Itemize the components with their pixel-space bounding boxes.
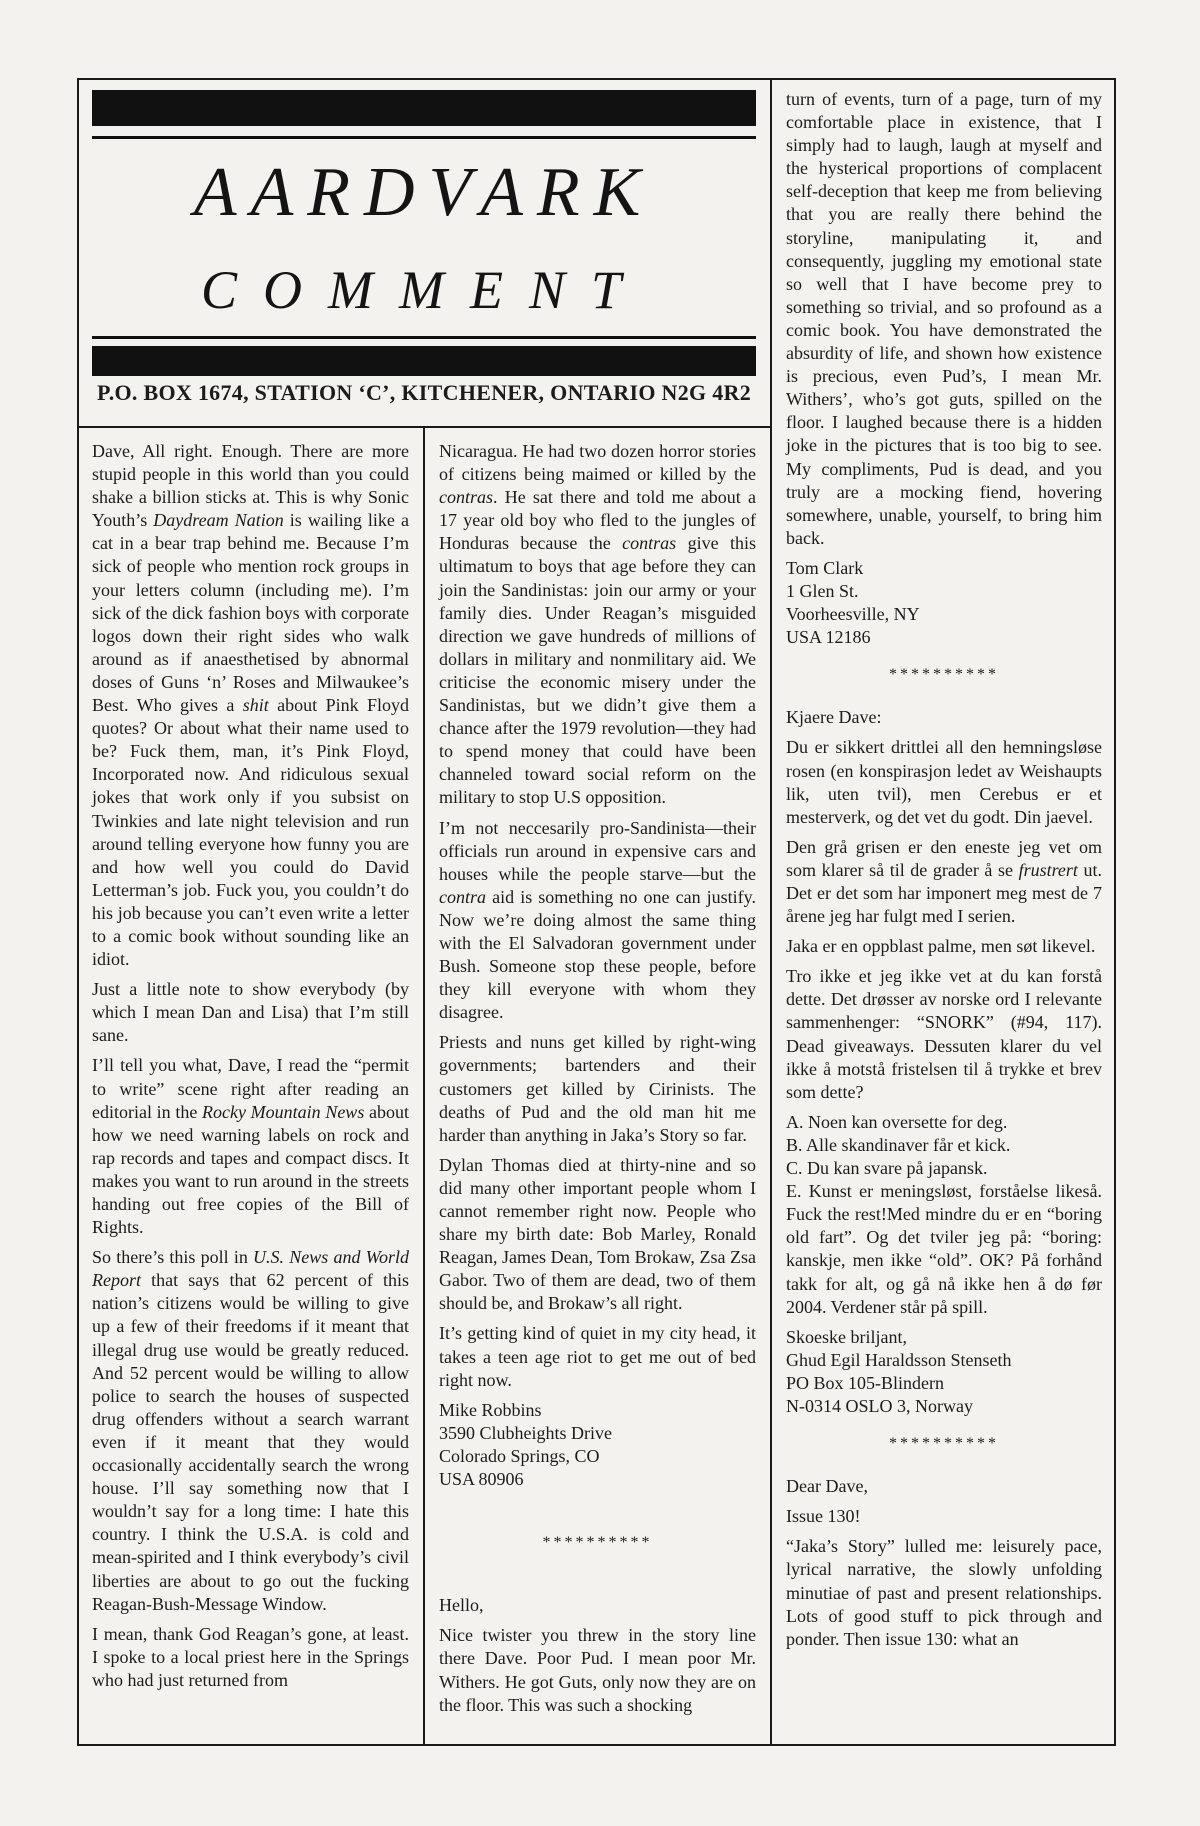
- letter1-paragraph: I’m not neccesarily pro-Sandinista—their officials run around in expensive cars and houses while the people starve—but the contra aid is something no one can justify. Now we’re doing almost the same thing with the El Salvadoran government under Bush. Someone stop these people, before they kill everyone with whom they disagree.: [439, 817, 756, 1023]
- letter3-signature: Skoeske briljant, Ghud Egil Haraldsson Stenseth PO Box 105-Blindern N-0314 OSLO 3, Norway: [786, 1326, 1012, 1416]
- letter1-paragraph: Priests and nuns get killed by right-wing governments; bartenders and their customers get killed by Cirinists. The deaths of Pud and the old man hit me harder than anything in Jaka’s Story so far.: [439, 1032, 756, 1145]
- list-item: C. Du kan svare på japansk.: [786, 1158, 988, 1179]
- column-right: [786, 88, 1102, 1651]
- letter3-greeting: Kjaere Dave:: [786, 707, 882, 728]
- letter1-paragraph: Dylan Thomas died at thirty-nine and so did many other important people whom I cannot remember right now. People who share my birth date: Bob Marley, Ronald Reagan, James Dean, Tom Brokaw, Zsa Zsa Gabor. Two of them are dead, two of them should be, and Brokaw’s all right.: [439, 1154, 756, 1314]
- letter1-paragraph: I’ll tell you what, Dave, I read the “permit to write” scene right after reading an editorial in the Rocky Mountain News about how we need warning labels on rock and rap records and tapes and compact discs. It makes you want to run around in the streets handing out free copies of the Bill of Rights.: [92, 1055, 409, 1238]
- letter2-signature: Tom Clark 1 Glen St. Voorheesville, NY USA 12186: [786, 557, 920, 648]
- section-divider-stars: **********: [889, 666, 999, 684]
- letter1-paragraph: Just a little note to show everybody (by which I mean Dan and Lisa) that I’m still sane.: [92, 979, 409, 1046]
- section-divider-stars: **********: [889, 1435, 999, 1453]
- column-divider-middle: [423, 428, 425, 1746]
- letter1-paragraph: So there’s this poll in U.S. News and World Report that says that 62 percent of this nation’s citizens would be willing to give up a few of their freedoms if it meant that illegal drug use would be greatly reduced. And 52 percent would be willing to allow police to search the houses of suspected drug offenders without a search warrant even if it meant that they would occasionally accidentally search the wrong house. I’ll say something now that I wouldn’t say for a long time: I hate this country. I think the U.S.A. is cold and mean-spirited and I think everybody’s civil liberties are about to go out the fucking Reagan-Bush-Message Window.: [92, 1247, 409, 1614]
- column-divider-right: [770, 78, 772, 1746]
- letter1-signature: Mike Robbins 3590 Clubheights Drive Colorado Springs, CO USA 80906: [439, 1399, 612, 1490]
- letter2-paragraph: Nice twister you threw in the story line there Dave. Poor Pud. I mean poor Mr. Withers. He got Guts, only now they are on the floor. This was such a shocking: [439, 1625, 756, 1715]
- letter4-paragraph: “Jaka’s Story” lulled me: leisurely pace, lyrical narrative, the slowly unfolding minutiae of past and present relationships. Lots of good stuff to pick through and ponder. Then issue 130: what an: [786, 1536, 1102, 1649]
- letter2-greeting: Hello,: [439, 1595, 484, 1616]
- letter3-paragraph: E. Kunst er meningsløst, forståelse likeså. Fuck the rest!Med mindre du er en “boring old fart”. Og det tviler jeg på: “boring: kanskje, men ikke “old”. OK? På forhånd takk for alt, og gå nå ikke hen å dø før 2004. Verdener står på spill.: [786, 1181, 1102, 1317]
- list-item: A. Noen kan oversette for deg.: [786, 1111, 1008, 1132]
- section-divider-stars: **********: [542, 1534, 653, 1552]
- list-item: B. Alle skandinaver får et kick.: [786, 1134, 1011, 1155]
- masthead-title-comment: COMMENT: [200, 260, 647, 320]
- letter1-paragraph: Dave, All right. Enough. There are more stupid people in this world than you could shake a billion sticks at. This is why Sonic Youth’s Daydream Nation is wailing like a cat in a bear trap behind me. Because I’m sick of people who mention rock groups in your letters column (including me). I’m sick of the dick fashion boys with corporate logos down their right sides who walk around as if anaesthetised by abnormal doses of Guns ‘n’ Roses and Milwaukee’s Best. Who gives a shit about Pink Floyd quotes? Or about what their name used to be? Fuck them, man, it’s Pink Floyd, Incorporated now. And ridiculous sexual jokes that work only if you subsist on Twinkies and late night television and run around telling everyone how funny you are and how well you could do David Letterman’s job. Fuck you, you couldn’t do his job because you can’t even write a letter to a comic book without sounding like an idiot.: [92, 441, 410, 970]
- letter1-paragraph: I mean, thank God Reagan’s gone, at least. I spoke to a local priest here in the Springs who had just returned from: [92, 1623, 409, 1690]
- column-left: [92, 440, 409, 1692]
- letter3-paragraph: Tro ikke et jeg ikke vet at du kan forstå dette. Det drøsser av norske ord I relevante sammenhenger: “SNORK” (#94, 117). Dead giveaways. Dessuten klarer du vel ikke å motstå fristelsen til å trykke et brev som dette?: [786, 966, 1102, 1102]
- letter2-paragraph: turn of events, turn of a page, turn of my comfortable place in existence, that I simply had to laugh, laugh at myself and the hysterical proportions of complacent self-deception that keep me from believing that you are really there behind the storyline, manipulating it, and consequently, juggling my emotional state so well that I have become prey to something so trivial, and so profound as a comic book. You have demonstrated the absurdity of life, and shown how existence is precious, even Pud’s, I mean Mr. Withers’, who’s got guts, spilled on the floor. I laughed because there is a hidden joke in the pictures that is too big to see. My compliments, Pud is dead, and you truly are a mocking fiend, hovering somewhere, unable, yourself, to bring him back.: [786, 89, 1102, 548]
- letter3-paragraph: Du er sikkert drittlei all den hemningsløse rosen (en konspirasjon ledet av Weishaupts lik, uten tvil), men Cerebus er et mesterverk, og det vet du godt. Din jaevel.: [786, 737, 1102, 827]
- letter3-paragraph: Jaka er en oppblast palme, men søt likevel.: [786, 936, 1096, 957]
- mailing-address: P.O. BOX 1674, STATION ‘C’, KITCHENER, ONTARIO N2G 4R2: [96, 380, 752, 405]
- header-bottom-thin-rule: [92, 336, 756, 339]
- column-middle: [439, 440, 756, 1717]
- letter4-greeting: Dear Dave,: [786, 1476, 868, 1497]
- header-bottom-bar: [92, 346, 756, 376]
- header-bottom-rule: [77, 426, 771, 428]
- letter3-list: [786, 1111, 1102, 1180]
- masthead-title-aardvark: AARDVARK: [193, 154, 655, 231]
- letter1-paragraph: It’s getting kind of quiet in my city head, it takes a teen age riot to get me out of bed right now.: [439, 1323, 756, 1390]
- letter4-paragraph: Issue 130!: [786, 1506, 861, 1527]
- letter3-paragraph: Den grå grisen er den eneste jeg vet om som klarer så til de grader å se frustrert ut. Det er det som har imponert meg mest de 7 årene jeg har fulgt med I serien.: [786, 836, 1102, 927]
- header-top-bar: [92, 90, 756, 126]
- letter1-paragraph: Nicaragua. He had two dozen horror stories of citizens being maimed or killed by the contras. He sat there and told me about a 17 year old boy who fled to the jungles of Honduras because the contras give this ultimatum to boys that age before they can join the Sandinistas: join our army or your family dies. Under Reagan’s misguided direction we gave hundreds of millions of dollars in military and nonmilitary aid. We criticise the economic misery under the Sandinistas, but we didn’t give them a chance after the 1979 revolution—they had to spend money that could have been channeled toward social reform on the military to stop U.S opposition.: [439, 441, 756, 808]
